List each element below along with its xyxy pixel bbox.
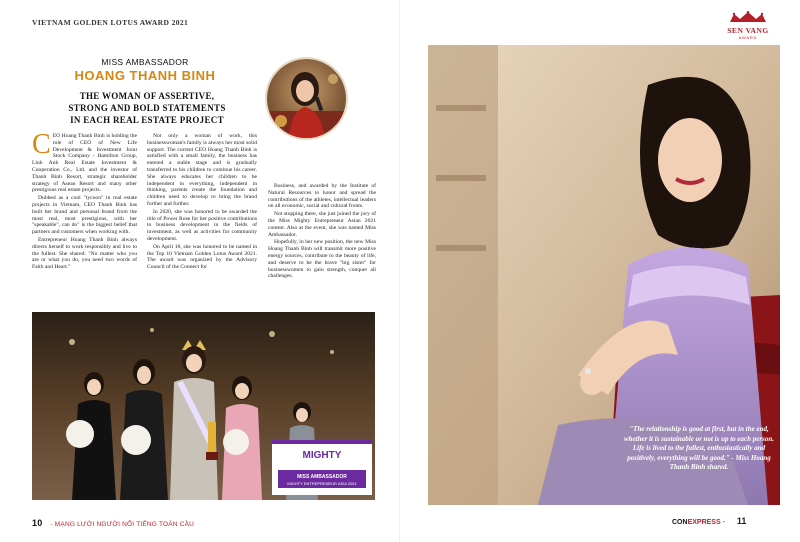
portrait-illustration	[267, 59, 346, 138]
portrait-circle-photo	[265, 57, 348, 140]
paragraph: EO Hoang Thanh Binh is holding the role of CEO of New Life Development & Investment Joint Stock Company - Hamilton Group, Linh Anh Real Estate Investment & Cooperation Co., Ltd. and the investor of Thanh Binh Resort, strategic shareholder strategy of Asean Resort and many other prestigious real estate projects.	[32, 133, 137, 194]
group-photo	[32, 312, 375, 500]
logo-subtext: AWARD	[738, 35, 758, 40]
paragraph: Entrepreneur Hoang Thanh Binh always directs herself to work responsibly and live to the fullest. She shared: "No matter who you are or what you do, you need two words of Faith and Heart."	[32, 236, 137, 271]
pull-quote: "The relationship is good at first, but in the end, whether it is sustainable or not is up to each person. Life is lived to the fullest, enthusiastically and positively, everything will be good." - Miss Hoang Thanh Binh shared.	[624, 425, 774, 471]
running-head: VIETNAM GOLDEN LOTUS AWARD 2021	[32, 18, 189, 27]
footer-separator: -	[722, 519, 725, 526]
right-page	[400, 0, 800, 542]
paragraph: Hopefully, in her new position, the new Miss Hoang Thanh Binh will transmit more positive energy sources, contribute to the beauty of life, and deserve to be the brave "big sister" for businesswomen to gain strength, conquer all challenges.	[268, 239, 376, 280]
page-footer-right	[672, 516, 746, 526]
footer-tagline: - MẠNG LƯỚI NGƯỜI NỔI TIẾNG TOÀN CẦU	[50, 521, 195, 528]
footer-brand: CON	[672, 519, 688, 526]
sen-vang-logo	[718, 10, 778, 40]
page-footer-left	[32, 518, 194, 528]
sign-line-2: MIGHTY ENTREPRENEUR ASIA 2021	[287, 481, 357, 486]
footer-brand-accent: EXPRESS	[687, 519, 721, 526]
sign-line-1: MISS AMBASSADOR	[297, 474, 347, 480]
paragraph: Not only a woman of work, this businesswoman's family is always her most solid support. The current CEO Hoang Thanh Binh is satisfied with a small family, the business has entered a stable stage and is gradually transferred to his children to continue his career. She always educates her children to be independent in everything, independent in thinking, parents create the foundation and children need to develop to bring the brand further and further.	[147, 133, 257, 207]
article-column-1	[32, 129, 137, 272]
article-kicker: MISS AMBASSADOR	[101, 57, 189, 67]
sign-title: MIGHTY	[302, 450, 342, 461]
article-deck: THE WOMAN OF ASSERTIVE, STRONG AND BOLD STATEMENTS IN EACH REAL ESTATE PROJECT	[68, 91, 226, 125]
page-number-right: 11	[736, 516, 747, 526]
drop-cap: C	[32, 129, 51, 160]
crown-icon	[728, 11, 768, 23]
paragraph: Not stopping there, she just joined the jury of the Miss Mighty Entrepreneur Asian 2021 contest. Also at the event, she was named Miss Ambassador.	[268, 211, 376, 238]
paragraph: Dubbed as a cool "tycoon" in real estate projects in Vietnam, CEO Thanh Binh has built her brand and personal brand from the most real, most prestigious, with her "speakable", can do" is the biggest belief that partners and customers when working with.	[32, 195, 137, 236]
page-number-left: 10	[32, 518, 43, 528]
article-column-3	[268, 183, 376, 281]
paragraph: On April 18, she was honored to be named in the Top 10 Vietnam Golden Lotus Award 2021. The award was organized by the Advisory Council of the Connect for	[147, 243, 257, 271]
article-headline: HOANG THANH BINH	[74, 68, 216, 83]
group-photo-illustration	[32, 312, 375, 500]
paragraph: Business, and awarded by the Institute of Natural Resources to honor and spread the contributions of the athletes, intellectual leaders on all economic, social and cultural fronts.	[268, 183, 376, 210]
logo-text: SEN VANG	[727, 26, 769, 35]
paragraph: In 2020, she was honored to be awarded the title of Power Rose for her positive contributions to business development in the fields of investment, as well as activities for community development.	[147, 208, 257, 242]
article-column-2	[147, 133, 257, 272]
